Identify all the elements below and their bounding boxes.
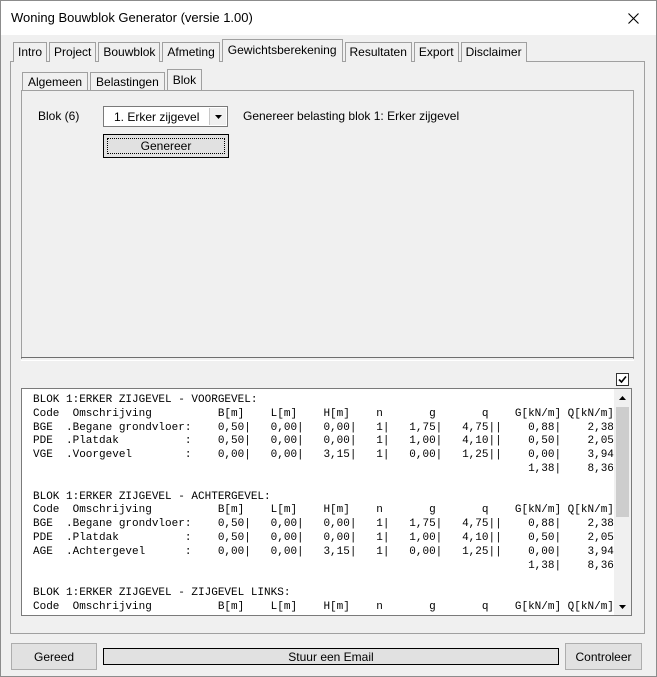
genereer-button-label: Genereer [140, 139, 192, 153]
controleer-button[interactable] [565, 643, 642, 670]
chevron-down-icon [215, 115, 222, 119]
tab-export[interactable]: Export [414, 42, 459, 62]
subtab-blok[interactable]: Blok [167, 69, 202, 91]
dropdown-button[interactable] [209, 108, 226, 125]
scroll-down-button[interactable] [614, 598, 631, 615]
scroll-thumb[interactable] [616, 407, 629, 517]
checkmark-icon [617, 374, 628, 385]
tab-intro[interactable]: Intro [13, 42, 47, 62]
scroll-up-button[interactable] [614, 389, 631, 406]
gereed-button-label: Gereed [33, 649, 75, 664]
tab-disclaimer[interactable]: Disclaimer [461, 42, 527, 62]
scroll-down-icon [619, 605, 626, 609]
output-text: BLOK 1:ERKER ZIJGEVEL - VOORGEVEL: Code Omschrijving B[m] L[m] H[m] n g q G[kN/m] Q[kN/m] BGE .Begane grondvloer: 0,50| 0,00| 0,00| 1| 1,75| 4,75|| 0,88| 2,38 PDE .Platdak : 0,50| 0,00| 0,00| 1| 1,00| 4,10|| 0,50| 2,05 VGE .Voorgevel : 0,00| 0,00| 3,15| 1| 0,00| 1,25|| 0,00| 3,94 1,38| 8,36 BLOK 1:ERKER ZIJGEVEL - ACHTERGEVEL: Code Omschrijving B[m] L[m] H[m] n g q G[kN/m] Q[kN/m] BGE .Begane grondvloer: 0,50| 0,00| 0,00| 1| 1,75| 4,75|| 0,88| 2,38 PDE .Platdak : 0,50| 0,00| 0,00| 1| 1,00| 4,10|| 0,50| 2,05 AGE .Achtergevel : 0,00| 0,00| 3,15| 1| 0,00| 1,25|| 0,00| 3,94 1,38| 8,36 BLOK 1:ERKER ZIJGEVEL - ZIJGEVEL LINKS: Code Omschrijving B[m] L[m] H[m] n g q G[kN/m] Q[kN/m] [33, 394, 614, 613]
stuur-email-button-label: Stuur een Email [288, 649, 374, 664]
output-checkbox[interactable] [616, 373, 629, 386]
sub-tab-panel-edge [21, 357, 634, 361]
output-textbox[interactable] [21, 388, 632, 616]
blok-label: Blok (6) [38, 109, 80, 123]
subtab-algemeen[interactable]: Algemeen [22, 72, 88, 91]
close-button[interactable] [610, 1, 656, 35]
genereer-button[interactable] [103, 134, 229, 158]
stuur-email-button[interactable] [103, 648, 559, 665]
blok-select[interactable] [103, 106, 228, 127]
main-tabs [13, 42, 529, 62]
tab-afmeting[interactable]: Afmeting [162, 42, 219, 62]
tab-resultaten[interactable]: Resultaten [345, 42, 412, 62]
vertical-scrollbar[interactable] [614, 389, 631, 615]
window-title: Woning Bouwblok Generator (versie 1.00) [11, 10, 253, 25]
blok-select-value: 1. Erker zijgevel [114, 110, 200, 124]
scroll-up-icon [619, 396, 626, 400]
generate-status-text: Genereer belasting blok 1: Erker zijgevel [243, 109, 460, 123]
tab-project[interactable]: Project [49, 42, 96, 62]
controleer-button-label: Controleer [575, 649, 632, 664]
title-bar [1, 1, 656, 35]
close-icon [628, 13, 639, 24]
sub-tabs [22, 72, 204, 91]
subtab-belastingen[interactable]: Belastingen [90, 72, 165, 91]
gereed-button[interactable] [11, 643, 97, 670]
sub-tab-panel [21, 90, 634, 359]
tab-bouwblok[interactable]: Bouwblok [98, 42, 160, 62]
tab-gewichtsberekening[interactable]: Gewichtsberekening [222, 39, 343, 62]
